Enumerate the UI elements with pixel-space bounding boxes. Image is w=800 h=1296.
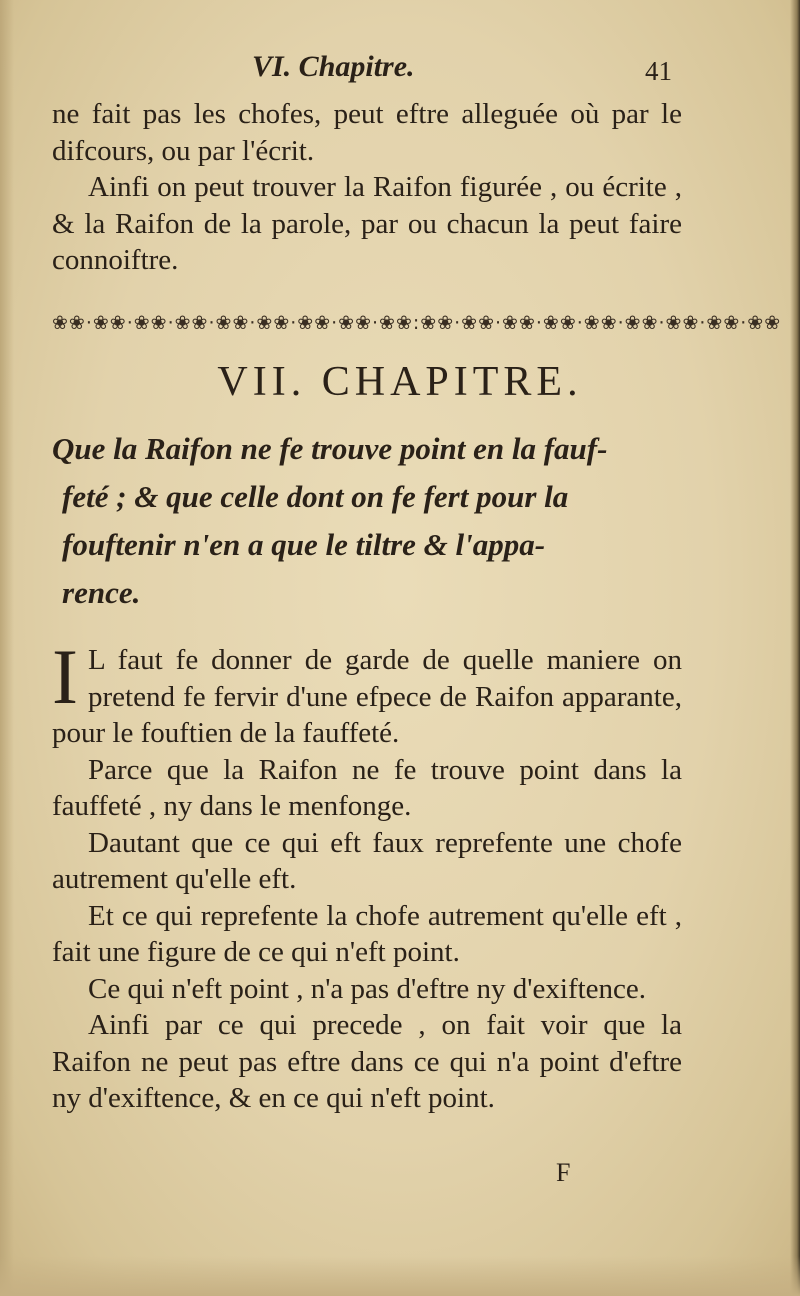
page-left-edge: [0, 0, 14, 1296]
paragraph: Et ce qui reprefente la chofe autrement qu'elle eft , fait une figure de ce qui n'eft point.: [52, 899, 682, 968]
page-right-edge: [790, 0, 800, 1296]
subtitle-line: fouftenir n'en a que le tiltre & l'appa-: [62, 527, 546, 562]
page-header: [52, 50, 672, 94]
subtitle-line: Que la Raifon ne fe trouve point en la fauf-: [52, 431, 608, 466]
paragraph: ne fait pas les chofes, peut eftre alleguée où par le difcours, ou par l'écrit.: [52, 98, 682, 167]
paragraph: Ainfi par ce qui precede , on fait voir que la Raifon ne peut pas eftre dans ce qui n'a point d'eftre ny d'exiftence, & en ce qui n'eft point.: [52, 1009, 682, 1114]
chapter-body: [52, 633, 682, 1117]
paragraph: Ainfi on peut trouver la Raifon figurée , ou écrite , & la Raifon de la parole, par ou chacun la peut faire connoiftre.: [52, 171, 682, 276]
subtitle-line: feté ; & que celle dont on fe fert pour la: [62, 479, 569, 514]
paragraph-text: L faut fe donner de garde de quelle maniere on pretend fe fervir d'une efpece de Raifon apparante, pour le fouftien de la fauffeté.: [52, 644, 682, 749]
paragraph: [52, 633, 682, 752]
paragraph: Parce que la Raifon ne fe trouve point dans la fauffeté , ny dans le menfonge.: [52, 753, 682, 822]
continued-text: [52, 96, 682, 279]
signature-mark: F: [556, 1158, 571, 1187]
paragraph: Ce qui n'eft point , n'a pas d'eftre ny d'exiftence.: [88, 972, 647, 1005]
page-bottom-edge: [0, 1256, 800, 1296]
chapter-subtitle: [52, 425, 682, 617]
page-number: 41: [645, 56, 672, 86]
drop-cap: I: [52, 633, 78, 720]
paragraph: Dautant que ce qui eft faux reprefente une chofe autrement qu'elle eft.: [52, 826, 682, 895]
chapter-heading: VII. CHAPITRE.: [217, 359, 583, 405]
running-title: VI. Chapitre.: [252, 50, 415, 83]
ornament-band: ❀❀·❀❀·❀❀·❀❀·❀❀·❀❀·❀❀·❀❀·❀❀:❀❀·❀❀·❀❀·❀❀·❀❀·❀❀·❀❀·❀❀·❀❀: [52, 312, 782, 334]
subtitle-line: rence.: [62, 575, 141, 610]
